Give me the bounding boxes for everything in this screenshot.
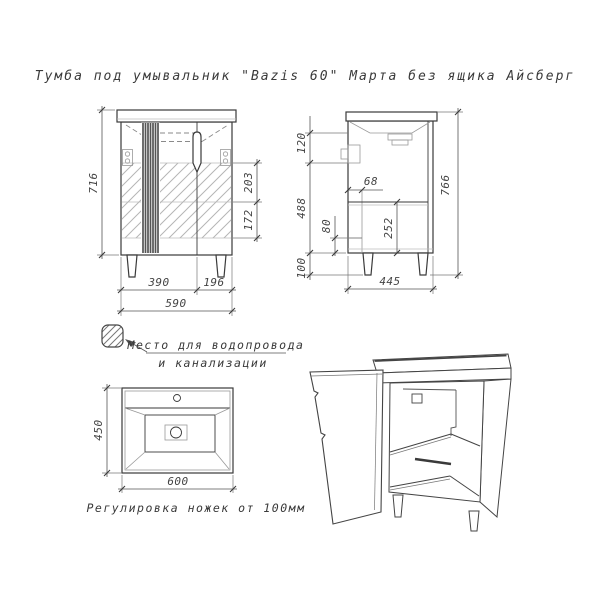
persp-right-panel [480, 379, 511, 517]
dim-sink-width: 600 [167, 475, 189, 488]
front-door-fluting [141, 123, 160, 254]
dim-side-depth: 445 [379, 275, 401, 288]
sink-top-view-drawing [92, 384, 237, 493]
front-view-drawing [87, 106, 262, 316]
dim-side-inner-right: 252 [382, 217, 395, 239]
front-door-handle [193, 132, 201, 172]
dim-front-bottom-total: 590 [165, 297, 187, 310]
dim-side-left-middle: 488 [295, 197, 308, 219]
perspective-view-drawing [310, 354, 511, 531]
persp-open-door [310, 370, 383, 524]
legend-text-line2: и канализации [158, 356, 268, 370]
dim-front-right-lower: 172 [242, 209, 255, 231]
plumbing-legend [102, 325, 304, 370]
sink-outer-rim [122, 388, 233, 473]
dim-front-bottom-right: 196 [203, 276, 225, 289]
hatch-legend-swatch [102, 325, 123, 347]
side-view-drawing [295, 108, 463, 294]
persp-leg-right [469, 511, 479, 531]
dim-sink-depth: 450 [92, 419, 105, 441]
side-leg-front [363, 253, 373, 275]
dim-front-bottom-left: 390 [148, 276, 170, 289]
persp-leg-left [393, 495, 403, 517]
dim-side-height: 766 [439, 174, 452, 196]
side-leg-back [418, 253, 428, 275]
legend-text-line1: Место для водопровода [127, 338, 305, 352]
side-countertop [346, 112, 437, 121]
front-countertop [117, 110, 236, 122]
front-leg-left [127, 255, 137, 277]
dim-side-left-top: 120 [295, 132, 308, 154]
dim-side-inner-left: 80 [320, 218, 333, 234]
drawing-title: Тумба под умывальник "Bazis 60" Марта без ящика Айсберг [34, 69, 576, 84]
front-hatch-zone [122, 163, 231, 238]
dim-front-right-upper: 203 [242, 171, 255, 194]
front-leg-right [216, 255, 226, 277]
footnote-text: Регулировка ножек от 100мм [86, 501, 306, 515]
dim-front-height: 716 [87, 172, 100, 194]
dim-side-left-bottom: 100 [295, 257, 308, 279]
dim-side-inner-top: 68 [363, 175, 379, 188]
